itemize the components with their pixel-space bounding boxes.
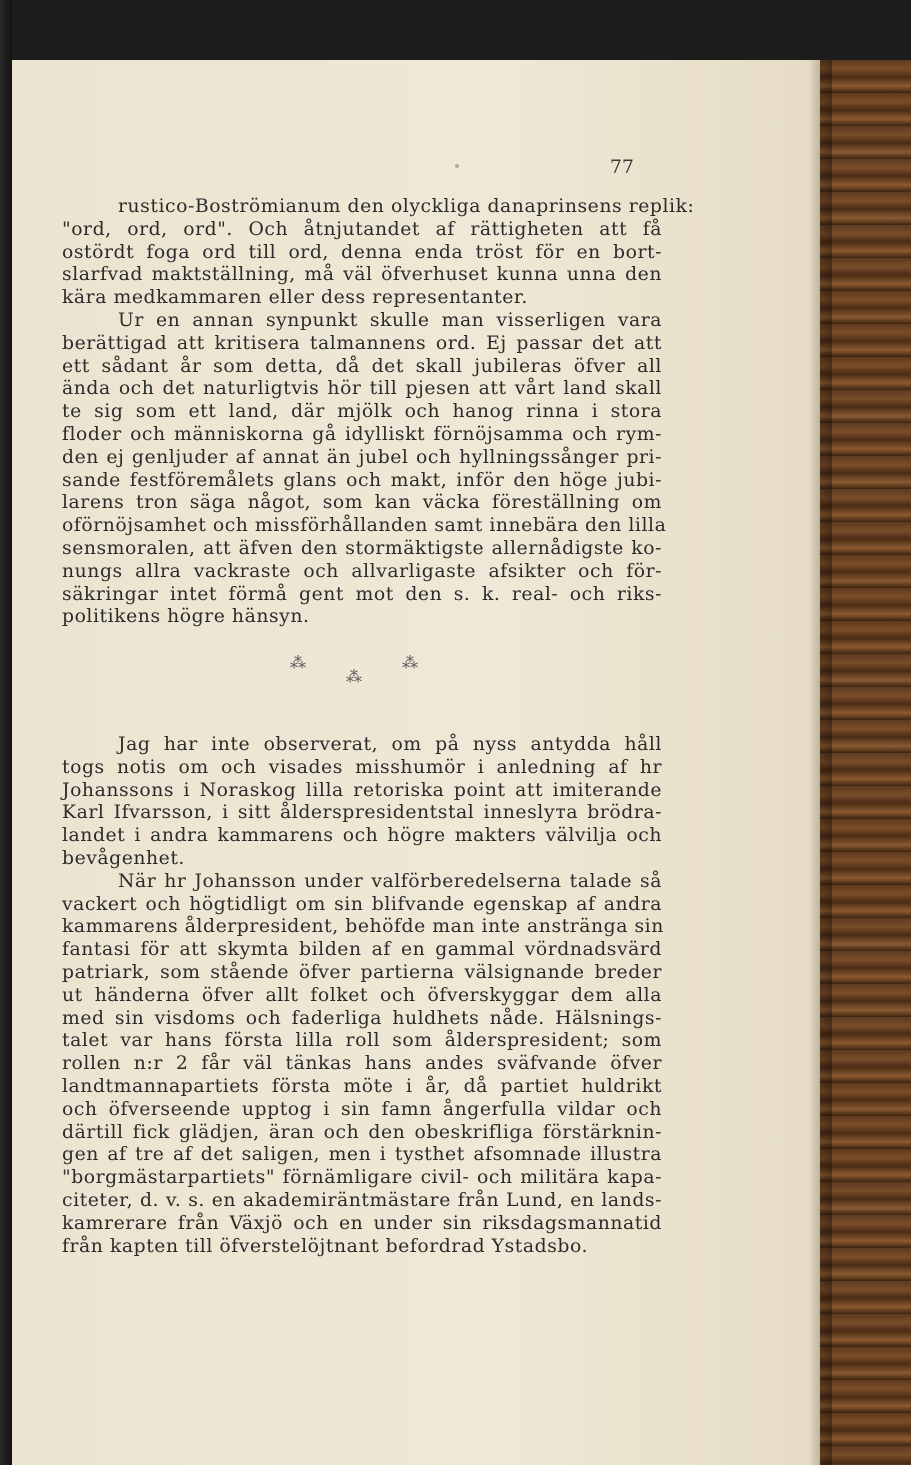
text-line: kammarens ålderpresident, behöfde man inte anstränga sin [62, 916, 664, 938]
text-line: rollen n:r 2 får väl tänkas hans andes sväfvande öfver [62, 1053, 662, 1075]
text-line: sande festföremålets glans och makt, inför den höge jubi- [62, 469, 662, 491]
paper-spot [455, 164, 459, 168]
text-line: därtill fick glädjen, äran och den obeskrifliga förstärknin- [62, 1121, 662, 1143]
text-line: te sig som ett land, där mjölk och hanog rinna i stora [62, 401, 662, 423]
text-line: ända och det naturligtvis hör till pjesen att vårt land skall [62, 378, 662, 400]
text-line: ostördt foga ord till ord, denna enda tröst för en bort- [62, 241, 662, 263]
text-line: oförnöjsamhet och missförhållanden samt innebära den lilla [62, 515, 667, 537]
text-line: sensmoralen, att äfven den stormäktigste allernådigste ko- [62, 537, 662, 559]
text-line: rustico-Boströmianum den olyckliga danaprinsens replik: [118, 196, 695, 217]
text-block-top [62, 196, 695, 629]
text-line: talet var hans första lilla roll som ålderspresident; som [62, 1030, 662, 1052]
asterism-separator [280, 653, 420, 693]
text-line: "borgmästarpartiets" förnämligare civil- och militära kapa- [62, 1167, 662, 1189]
text-line: Karl Ifvarsson, i sitt ålderspresidentstal inneslута brödra- [62, 802, 662, 824]
text-line: från kapten till öfverstelöjtnant befordrad Ystadsbo. [62, 1235, 589, 1257]
text-line: landtmannapartiets första möte i år, då partiet huldrikt [62, 1075, 662, 1097]
text-line: säkringar intet förmå gent mot den s. k. real- och riks- [62, 583, 662, 605]
text-line: ett sådant år som detta, då det skall jubileras öfver all [62, 355, 662, 377]
text-line: politikens högre hänsyn. [62, 606, 310, 628]
text-line: den ej genljuder af annat än jubel och hyllningssånger pri- [62, 446, 662, 468]
separator-star-left: ⁂ [290, 653, 306, 672]
text-line: gen af tre af det saligen, men i tysthet afsomnade illustra [62, 1144, 662, 1166]
text-line: larens tron säga något, som kan väcka föreställning om [62, 492, 662, 514]
text-line: vackert och högtidligt om sin blifvande egenskap af andra [62, 893, 662, 915]
text-line: Johanssons i Noraskog lilla retoriska point att imiterande [62, 779, 662, 801]
text-line: kamrerare från Växjö och en under sin riksdagsmannatid [62, 1212, 662, 1234]
scan-edge [0, 0, 12, 1465]
text-line: landet i andra kammarens och högre makters välvilja och [62, 825, 662, 847]
text-line: "ord, ord, ord". Och åtnjutandet af rättigheten att få [62, 218, 662, 240]
text-line: slarfvad maktställning, må väl öfverhuset kunna unna den [62, 264, 662, 286]
text-line: nungs allra vackraste och allvarligaste afsikter och för- [62, 560, 662, 582]
text-line: med sin visdoms och faderliga huldhets nåde. Hälsnings- [62, 1007, 662, 1029]
text-line: floder och människorna gå idylliskt förnöjsamma och rym- [62, 423, 662, 445]
text-line: och öfverseende upptog i sin famn ångerfulla vildar och [62, 1098, 662, 1120]
text-block-bottom [62, 734, 662, 1258]
gutter-shadow [808, 60, 832, 1465]
text-line: fantasi för att skymta bilden af en gammal vördnadsvärd [62, 939, 662, 961]
text-line: Jag har inte observerat, om på nyss antydda håll [118, 734, 662, 755]
page-number: 77 [609, 156, 634, 178]
text-line: När hr Johansson under valförberedelserna talade så [118, 870, 662, 892]
text-line: berättigad att kritisera talmannens ord. Ej passar det att [62, 332, 662, 354]
text-line: bevågenhet. [62, 847, 185, 869]
text-line: kära medkammaren eller dess representanter. [62, 287, 528, 309]
text-line: Ur en annan synpunkt skulle man visserligen vara [118, 309, 662, 331]
book-binding-edge [820, 60, 911, 1465]
separator-star-center: ⁂ [346, 667, 362, 686]
separator-star-right: ⁂ [402, 653, 418, 672]
text-line: citeter, d. v. s. en akademiräntmästare från Lund, en lands- [62, 1189, 662, 1211]
text-line: patriark, som stående öfver partierna välsignande breder [62, 961, 662, 983]
text-line: togs notis om och visades misshumör i anledning af hr [62, 756, 662, 778]
text-line: ut händerna öfver allt folket och öfverskyggar dem alla [62, 984, 662, 1006]
